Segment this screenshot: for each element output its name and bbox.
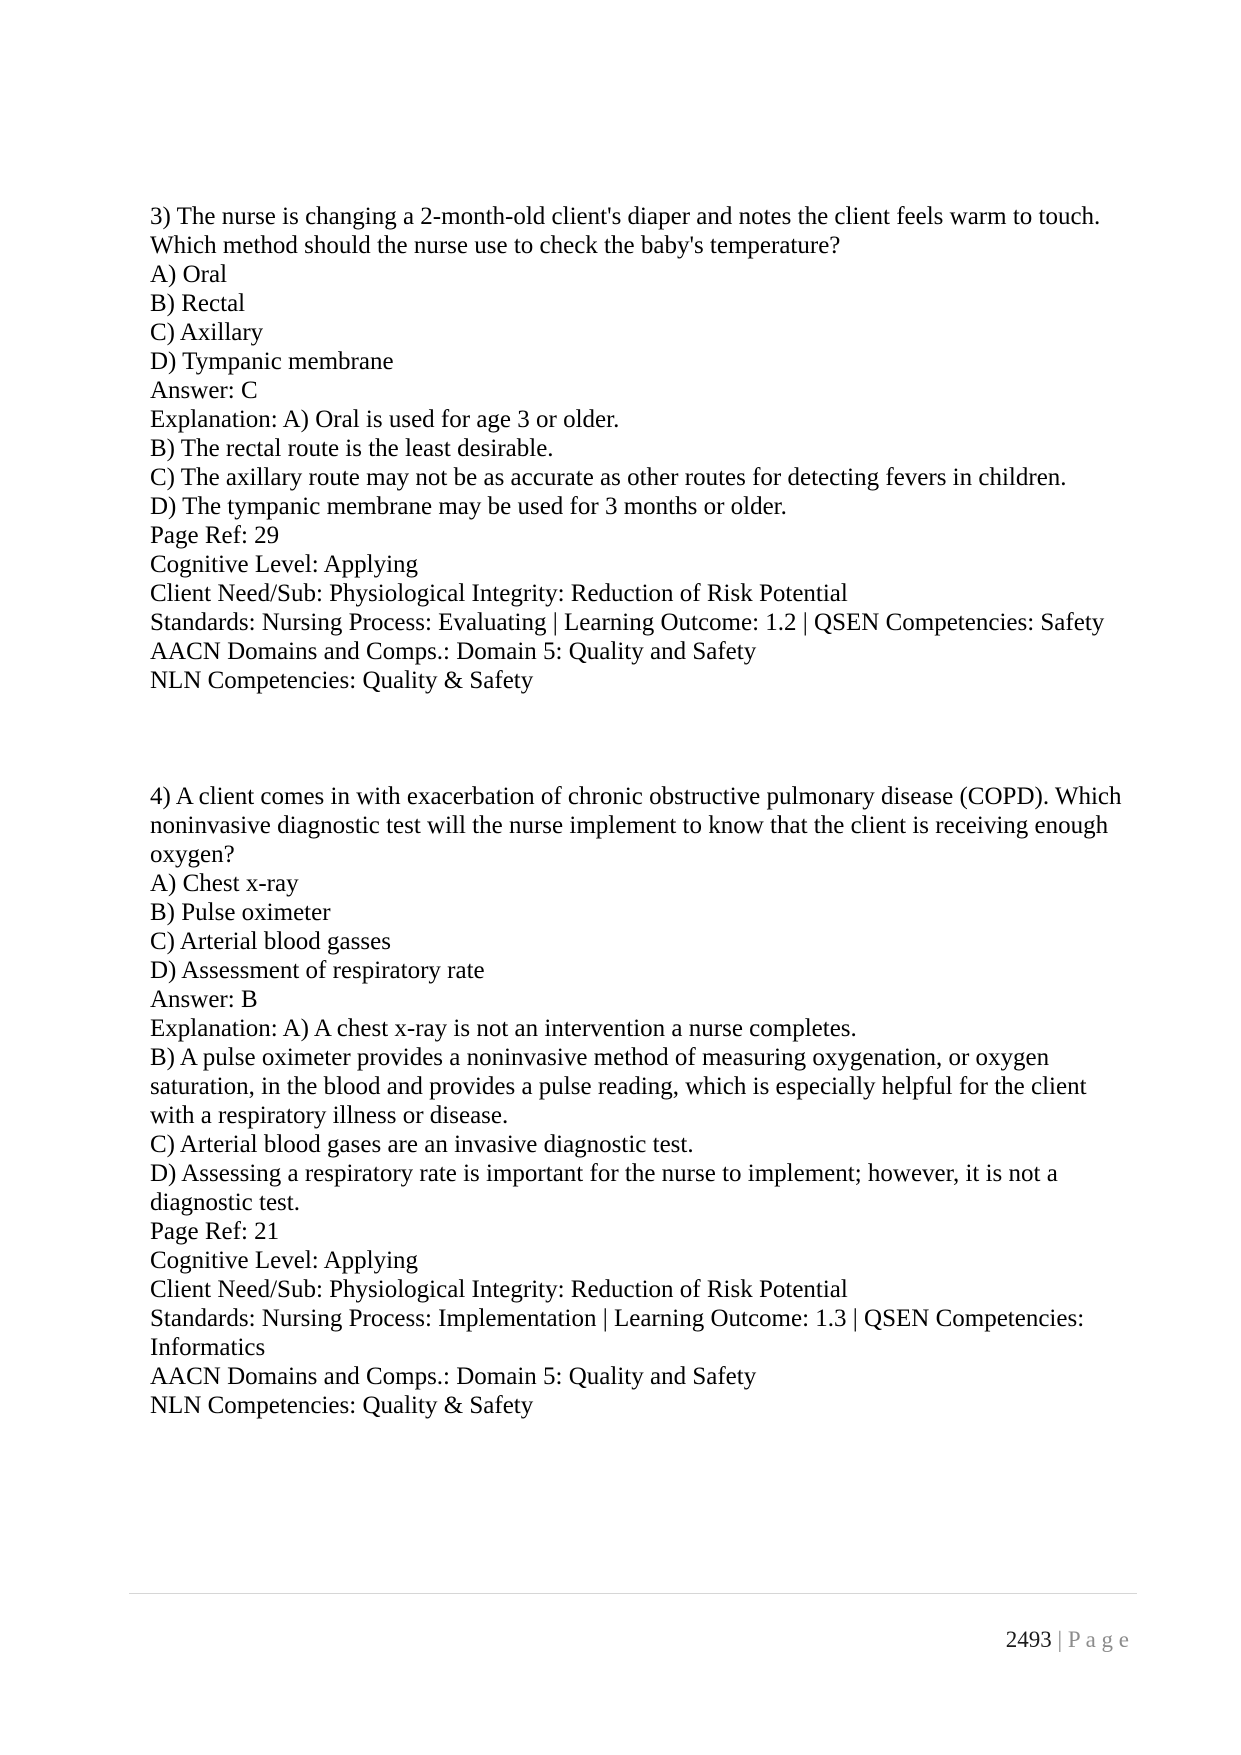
text-line: Answer: C <box>150 377 258 404</box>
text-line: B) Rectal <box>150 290 246 317</box>
text-line: Cognitive Level: Applying <box>150 551 419 578</box>
text-line: AACN Domains and Comps.: Domain 5: Quality and Safety <box>150 1363 757 1390</box>
text-line: C) Axillary <box>150 319 264 346</box>
text-line: Standards: Nursing Process: Evaluating | Learning Outcome: 1.2 | QSEN Competencies: Safety <box>150 609 1105 636</box>
text-line: C) Arterial blood gases are an invasive diagnostic test. <box>150 1131 694 1158</box>
text-line: D) Assessment of respiratory rate <box>150 957 485 984</box>
text-line: oxygen? <box>150 841 235 868</box>
text-line: Answer: B <box>150 986 258 1013</box>
page-number: 2493 <box>1005 1627 1052 1652</box>
text-line: D) Tympanic membrane <box>150 348 394 375</box>
text-line: Explanation: A) A chest x-ray is not an intervention a nurse completes. <box>150 1015 857 1042</box>
text-line: Which method should the nurse use to check the baby's temperature? <box>150 232 841 259</box>
text-line: Cognitive Level: Applying <box>150 1247 419 1274</box>
text-line: NLN Competencies: Quality & Safety <box>150 1392 534 1419</box>
question-block-4 <box>150 782 1190 1420</box>
question-block-3 <box>150 202 1190 695</box>
text-line: C) The axillary route may not be as accurate as other routes for detecting fevers in children. <box>150 464 1067 491</box>
text-line: AACN Domains and Comps.: Domain 5: Quality and Safety <box>150 638 757 665</box>
text-line: noninvasive diagnostic test will the nurse implement to know that the client is receiving enough <box>150 812 1109 839</box>
text-line: Explanation: A) Oral is used for age 3 or older. <box>150 406 620 433</box>
page-footer <box>129 1599 1129 1680</box>
text-line: A) Oral <box>150 261 228 288</box>
text-line: Page Ref: 21 <box>150 1218 280 1245</box>
text-line: with a respiratory illness or disease. <box>150 1102 509 1129</box>
text-line: diagnostic test. <box>150 1189 300 1216</box>
text-line: B) The rectal route is the least desirable. <box>150 435 554 462</box>
text-line: Page Ref: 29 <box>150 522 280 549</box>
footer-page-label: P a g e <box>1067 1627 1129 1652</box>
text-line: Client Need/Sub: Physiological Integrity: Reduction of Risk Potential <box>150 580 848 607</box>
text-line: D) The tympanic membrane may be used for 3 months or older. <box>150 493 787 520</box>
text-line: saturation, in the blood and provides a pulse reading, which is especially helpful for the client <box>150 1073 1087 1100</box>
text-line: Client Need/Sub: Physiological Integrity: Reduction of Risk Potential <box>150 1276 848 1303</box>
text-line: B) Pulse oximeter <box>150 899 331 926</box>
text-line: C) Arterial blood gasses <box>150 928 391 955</box>
text-line: D) Assessing a respiratory rate is important for the nurse to implement; however, it is not a <box>150 1160 1058 1187</box>
text-line: 3) The nurse is changing a 2-month-old client's diaper and notes the client feels warm to touch. <box>150 203 1101 230</box>
text-line: Informatics <box>150 1334 266 1361</box>
text-line: Standards: Nursing Process: Implementation | Learning Outcome: 1.3 | QSEN Competencies: <box>150 1305 1085 1332</box>
page-body-text <box>150 144 1190 1478</box>
text-line: 4) A client comes in with exacerbation of chronic obstructive pulmonary disease (COPD). Which <box>150 783 1122 810</box>
text-line: B) A pulse oximeter provides a noninvasive method of measuring oxygenation, or oxygen <box>150 1044 1050 1071</box>
footer-separator: | <box>1051 1627 1068 1652</box>
text-line: A) Chest x-ray <box>150 870 299 897</box>
footer-divider <box>129 1593 1137 1594</box>
text-line: NLN Competencies: Quality & Safety <box>150 667 534 694</box>
